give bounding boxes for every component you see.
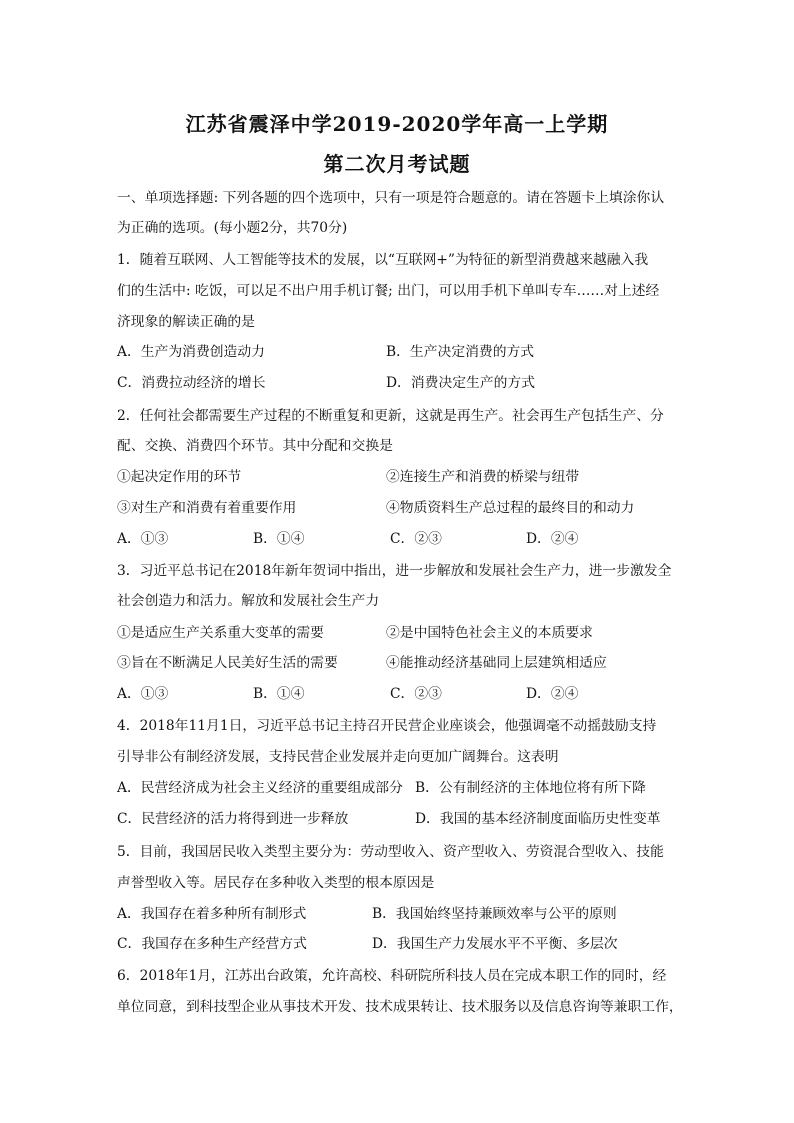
q2-option-c: C．②③	[390, 531, 442, 547]
q5-option-b: B．我国始终坚持兼顾效率与公平的原则	[372, 906, 617, 922]
q3-statement-3: ③旨在不断满足人民美好生活的需要	[117, 655, 338, 671]
q4-stem-line-2: 引导非公有制经济发展，支持民营企业发展并走向更加广阔舞台。这表明	[117, 749, 559, 765]
exam-title: 江苏省震泽中学2019-2020学年高一上学期	[185, 112, 609, 136]
q2-statement-1: ①起决定作用的环节	[117, 469, 242, 485]
q4-option-b: B．公有制经济的主体地位将有所下降	[415, 780, 646, 796]
q3-option-d: D．②④	[526, 686, 579, 702]
q4-option-d: D．我国的基本经济制度面临历史性变革	[415, 811, 661, 827]
q2-option-a: A．①③	[117, 531, 169, 547]
q2-stem-line-1: 2．任何社会都需要生产过程的不断重复和更新，这就是再生产。社会再生产包括生产、分	[117, 408, 664, 424]
q1-stem-line-1: 1．随着互联网、人工智能等技术的发展，以“互联网+”为特征的新型消费越来越融入我	[117, 252, 649, 268]
q6-stem-line-2: 单位同意，到科技型企业从事技术开发、技术成果转让、技术服务以及信息咨询等兼职工作，	[117, 999, 683, 1015]
q5-option-c: C．我国存在多种生产经营方式	[117, 936, 307, 952]
q3-stem-line-2: 社会创造力和活力。解放和发展社会生产力	[117, 593, 380, 609]
section-instruction-line-1: 一、单项选择题: 下列各题的四个选项中，只有一项是符合题意的。请在答题卡上填涂你认	[117, 190, 665, 206]
q1-stem-line-2: 们的生活中: 吃饭，可以足不出户用手机订餐; 出门，可以用手机下单叫专车……对上述经	[117, 283, 660, 299]
q3-statement-2: ②是中国特色社会主义的本质要求	[386, 625, 593, 641]
section-instruction-line-2: 为正确的选项。(每小题2分，共70分)	[117, 220, 348, 236]
q1-option-c: C．消费拉动经济的增长	[117, 375, 266, 391]
q2-option-b: B．①④	[253, 531, 305, 547]
q6-stem-line-1: 6．2018年1月，江苏出台政策，允许高校、科研院所科技人员在完成本职工作的同时，经	[117, 968, 667, 984]
q2-statement-2: ②连接生产和消费的桥梁与纽带	[386, 469, 580, 485]
q3-option-c: C．②③	[390, 686, 442, 702]
q1-option-b: B．生产决定消费的方式	[386, 344, 535, 360]
q5-option-a: A．我国存在着多种所有制形式	[117, 906, 307, 922]
q1-option-a: A．生产为消费创造动力	[117, 344, 265, 360]
q3-option-b: B．①④	[253, 686, 305, 702]
q3-statement-1: ①是适应生产关系重大变革的需要	[117, 625, 324, 641]
q2-statement-4: ④物质资料生产总过程的最终目的和动力	[386, 500, 635, 516]
exam-subtitle: 第二次月考试题	[323, 152, 471, 176]
q3-stem-line-1: 3．习近平总书记在2018年新年贺词中指出，进一步解放和发展社会生产力，进一步激发全	[117, 563, 672, 579]
q2-option-d: D．②④	[526, 531, 579, 547]
q1-stem-line-3: 济现象的解读正确的是	[117, 314, 255, 330]
q3-statement-4: ④能推动经济基础同上层建筑相适应	[386, 655, 607, 671]
q5-stem-line-1: 5．目前，我国居民收入类型主要分为：劳动型收入、资产型收入、劳资混合型收入、技能	[117, 844, 664, 860]
q3-option-a: A．①③	[117, 686, 169, 702]
q1-option-d: D．消费决定生产的方式	[386, 375, 536, 391]
q4-option-c: C．民营经济的活力将得到进一步释放	[117, 811, 349, 827]
q2-stem-line-2: 配、交换、消费四个环节。其中分配和交换是	[117, 438, 393, 454]
q2-statement-3: ③对生产和消费有着重要作用	[117, 500, 297, 516]
q4-stem-line-1: 4．2018年11月1日，习近平总书记主持召开民营企业座谈会，他强调毫不动摇鼓励支持	[117, 718, 657, 734]
q5-stem-line-2: 声誉型收入等。居民存在多种收入类型的根本原因是	[117, 875, 435, 891]
q4-option-a: A．民营经济成为社会主义经济的重要组成部分	[117, 780, 403, 796]
q5-option-d: D．我国生产力发展水平不平衡、多层次	[372, 936, 618, 952]
